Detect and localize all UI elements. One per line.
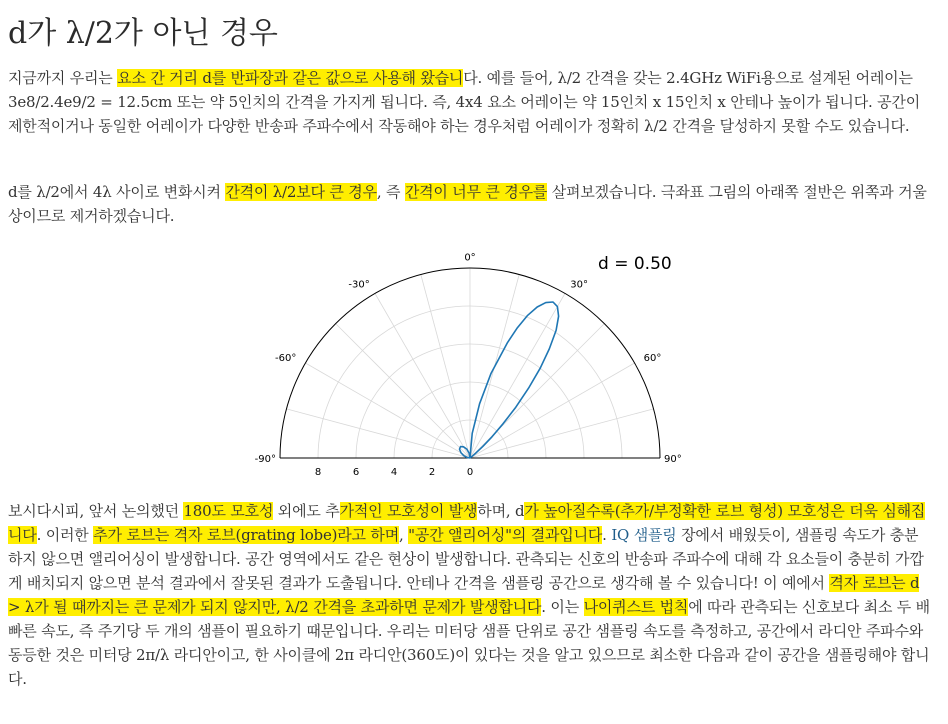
text-segment: 다. 예를 들어, λ/2 간격을 갖는 2.4GHz WiFi용으로 설계된 어레이는 3e8/2.4e9/2 = 12.5cm 또는 약 5인치의 간격을 가지게 됩니다. 즉, 4x4 요소 어레이는 약 15인치 x 15인치 x 안테나 높이가 됩니다. 공간이 제한적이거나 동일한 어레이가 다양한 반송파 주파수에서 작동해야 하는 경우처럼 어레이가 정확히 λ/2 간격을 달성하지 못할 수도 있습니다. [8,69,921,135]
grid-spoke [375,293,470,458]
highlighted-text: 가적인 모호성이 발생 [339,502,478,520]
grid-spoke [470,293,565,458]
highlighted-text: 격자 로브는 d > λ가 될 때까지는 큰 문제가 되지 않지만, λ/2 간격을 초과하면 문제가 발생합니다 [8,574,920,616]
angle-tick-label: 30° [570,279,588,291]
highlighted-text: "공간 앨리어싱"의 결과입니다 [408,526,603,544]
highlighted-text: 간격이 λ/2보다 큰 경우 [225,183,377,201]
radial-tick-label: 4 [390,467,398,478]
paragraph-intro [8,66,932,138]
grid-spoke [470,363,635,458]
text-segment: 장에서 배웠듯이, 샘플링 속도가 충분하지 않으면 앨리어싱이 발생합니다. 공간 영역에서도 같은 현상이 발생합니다. 관측되는 신호의 반송파 주파수에 대해 각 요소들이 충분히 가깝게 배치되지 않으면 분석 결과에서 잘못된 결과가 도출됩니다. 안테나 간격을 샘플링 공간으로 생각해 볼 수 있습니다! 이 예에서 [8,526,924,592]
text-segment: . 이는 [541,598,584,616]
chart-title: d = 0.50 [598,254,672,274]
paragraph-spacing [8,180,932,228]
grid-spoke [470,409,654,458]
grid-spoke [305,363,470,458]
highlighted-text: 가 높아질수록(추가/부정확한 로브 형성) 모호성은 더욱 심해집니다 [8,502,926,544]
highlighted-text: 간격이 너무 큰 경우를 [404,183,548,201]
text-segment: 살펴보겠습니다. 극좌표 그림의 아래쪽 절반은 위쪽과 거울상이므로 제거하겠습니다. [8,183,927,225]
radial-tick-label: 2 [428,467,436,478]
grid-spoke [421,274,470,458]
radial-tick-label: 6 [352,467,360,478]
grid-spoke [336,324,470,458]
polar-chart [0,246,948,491]
text-segment: . 이러한 [36,526,94,544]
radial-tick-label: 0 [466,467,474,478]
highlighted-text: 추가 로브는 격자 로브(grating lobe)라고 하며 [93,526,399,544]
text-segment: , 즉 [376,183,405,201]
highlighted-text: 요소 간 거리 d를 반파장과 같은 값으로 사용해 왔습니 [117,69,464,87]
text-segment: , [399,526,409,544]
angle-tick-label: -60° [275,352,297,364]
angle-tick-label: 60° [643,352,662,364]
text-segment: 에 따라 관측되는 신호보다 최소 두 배 빠른 속도, 즉 주기당 두 개의 샘플이 필요하기 때문입니다. 우리는 미터당 샘플 단위로 공간 샘플링 속도를 측정하고, 공간에서 라디안 주파수와 동등한 것은 미터당 2π/λ 라디안이고, 한 사이클에 2π 라디안(360도)이 있다는 것을 알고 있으므로 최소한 다음과 같이 공간을 샘플링해야 합니다. [8,598,930,688]
angle-tick-label: 0° [464,252,476,264]
paragraph-grating-lobes [8,499,932,691]
highlighted-text: 180도 모호성 [183,502,274,520]
iq-sampling-link[interactable]: IQ 샘플링 [611,526,677,544]
angle-tick-label: -90° [254,454,276,465]
angle-tick-label: 90° [664,454,682,465]
radial-tick-label: 8 [314,467,322,478]
text-segment: 지금까지 우리는 [8,69,118,87]
text-segment: 하며, d [477,502,525,520]
text-segment: . [602,526,612,544]
text-segment: 보시다시피, 앞서 논의했던 [8,502,184,520]
text-segment: d를 λ/2에서 4λ 사이로 변화시켜 [8,183,226,201]
angle-tick-label: -30° [348,279,370,291]
grid-spoke [286,409,470,458]
polar-grid [280,268,660,458]
highlighted-text: 나이퀴스트 법칙 [583,598,689,616]
text-segment: 외에도 추 [273,502,340,520]
page-title: d가 λ/2가 아닌 경우 [8,16,278,51]
